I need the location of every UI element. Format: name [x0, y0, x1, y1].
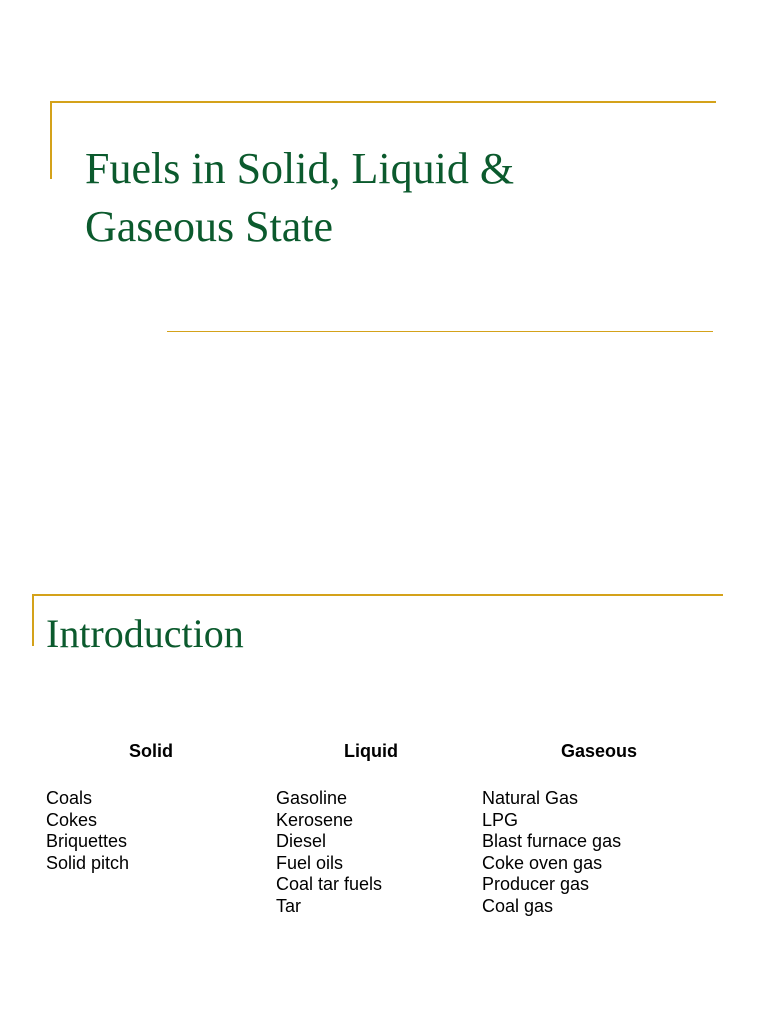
left-rule: [32, 594, 34, 646]
list-item: Tar: [276, 895, 302, 916]
slide-title: [85, 140, 705, 256]
list-item: Diesel: [276, 831, 327, 851]
list-item: Briquettes: [46, 831, 128, 851]
list-item: LPG: [482, 809, 519, 830]
title-line-1: Fuels in Solid, Liquid &: [85, 144, 515, 193]
list-item: Blast furnace gas: [482, 831, 622, 851]
list-item: Gasoline: [276, 788, 348, 808]
solid-column: [46, 740, 231, 873]
fuel-list: [482, 788, 621, 917]
fuel-list: [46, 788, 129, 874]
list-item: Solid pitch: [46, 852, 130, 873]
liquid-column: [276, 740, 451, 916]
title-line-2: Gaseous State: [85, 202, 334, 251]
list-item: Coke oven gas: [482, 852, 603, 873]
column-heading: Liquid: [344, 741, 398, 761]
left-rule: [50, 101, 52, 179]
column-heading: Solid: [129, 741, 173, 761]
slide-title: Introduction: [46, 611, 244, 656]
list-item: Kerosene: [276, 809, 354, 830]
bottom-rule: [167, 331, 713, 332]
list-item: Coals: [46, 788, 93, 808]
list-item: Coal tar fuels: [276, 874, 383, 894]
introduction-slide: [0, 560, 768, 1024]
list-item: Fuel oils: [276, 852, 344, 873]
gaseous-column: [482, 740, 679, 916]
list-item: Coal gas: [482, 895, 554, 916]
top-rule: [50, 101, 716, 103]
list-item: Producer gas: [482, 874, 590, 894]
list-item: Cokes: [46, 809, 98, 830]
list-item: Natural Gas: [482, 788, 579, 808]
fuel-list: [276, 788, 382, 917]
top-rule: [32, 594, 723, 596]
column-heading: Gaseous: [560, 741, 638, 761]
